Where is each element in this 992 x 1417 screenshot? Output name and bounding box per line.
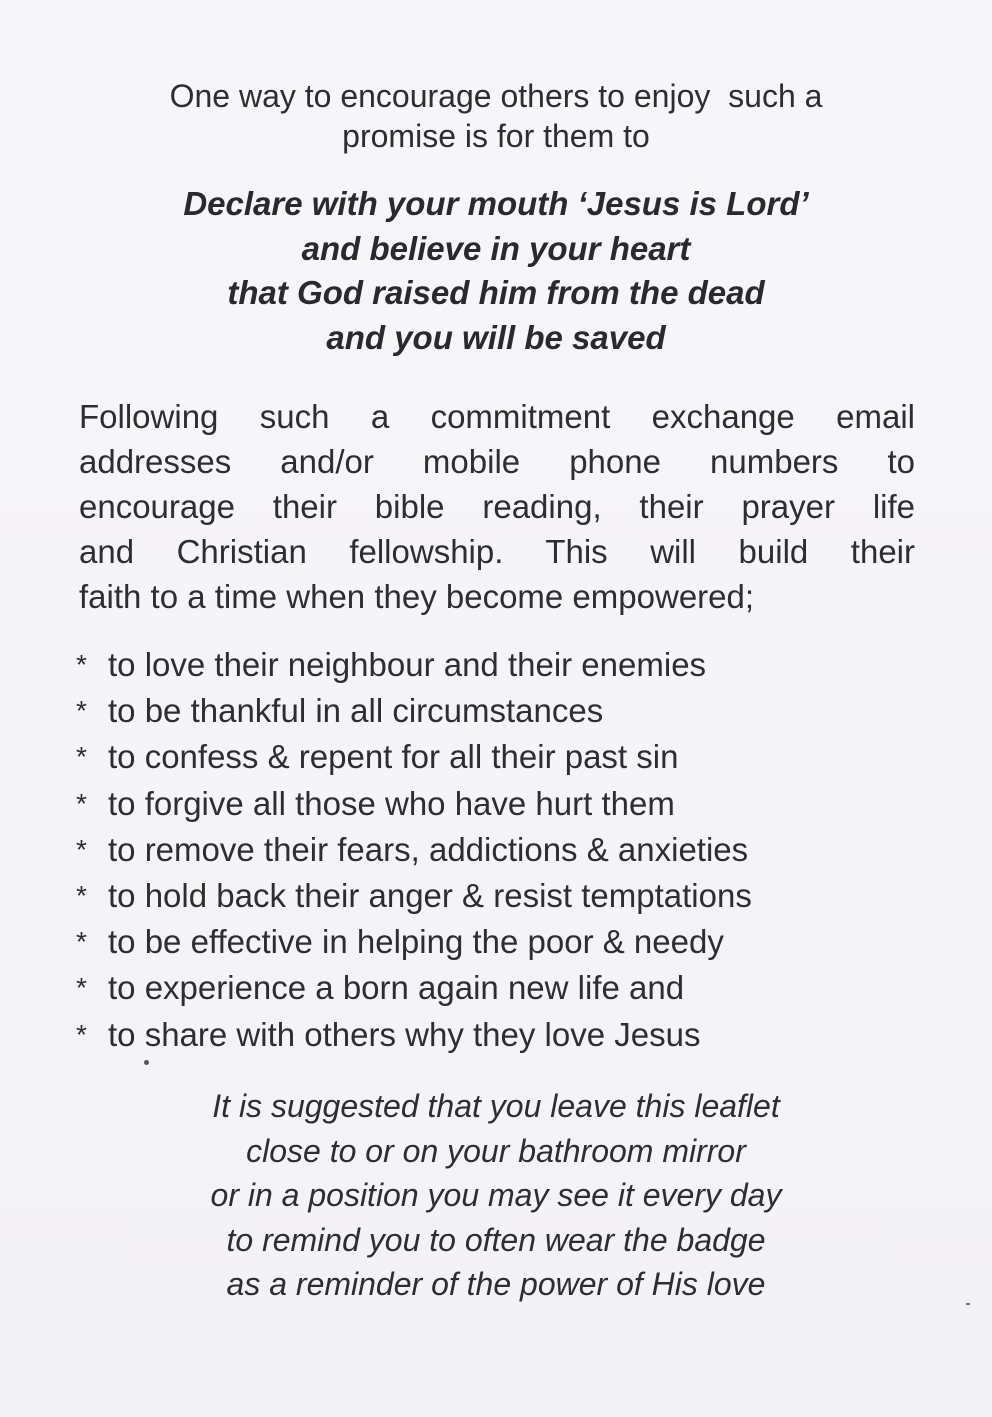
list-item [76, 1012, 926, 1058]
list-item-text: to experience a born again new life and [108, 969, 685, 1007]
list-item-text: to share with others why they love Jesus [108, 1015, 701, 1053]
paragraph-line: encourage their bible reading, their prayer life [79, 488, 915, 525]
bullet-star: * [76, 1018, 87, 1050]
bullet-star: * [76, 926, 87, 958]
bullet-star: * [76, 649, 87, 680]
declaration-text [60, 182, 932, 360]
bullet-star: * [76, 741, 87, 773]
bullet-star: * [76, 880, 87, 912]
declaration-line: that God raised him from the dead [227, 274, 765, 311]
list-item-text: to hold back their anger & resist temptations [108, 877, 752, 915]
list-item-text: to be thankful in all circumstances [108, 692, 604, 730]
list-item [76, 688, 926, 734]
bullet-star: * [76, 833, 87, 865]
list-item [76, 642, 926, 688]
list-item-text: to confess & repent for all their past sin [108, 738, 679, 776]
paragraph-line: faith to a time when they become empowered; [79, 578, 755, 615]
list-item [76, 827, 926, 873]
stray-mark [966, 1303, 970, 1305]
intro-line: One way to encourage others to enjoy such a [169, 78, 823, 114]
commitment-paragraph [79, 394, 915, 619]
declaration-line: and believe in your heart [301, 229, 691, 267]
list-item-text: to forgive all those who have hurt them [108, 784, 675, 822]
list-item-text: to be effective in helping the poor & needy [108, 923, 724, 961]
declaration-line: Declare with your mouth ‘Jesus is Lord’ [183, 185, 809, 222]
list-item [76, 965, 926, 1011]
list-item [76, 734, 926, 780]
list-item [76, 781, 926, 827]
bullet-star: * [76, 972, 87, 1004]
list-item-text: to love their neighbour and their enemies [108, 646, 707, 683]
closing-line: or in a position you may see it every day [210, 1177, 782, 1213]
intro-text [60, 76, 932, 156]
stray-dot [144, 1060, 149, 1065]
list-item [76, 919, 926, 965]
bullet-star: * [76, 695, 87, 727]
paragraph-line: and Christian fellowship. This will build their [79, 533, 915, 570]
list-item-text: to remove their fears, addictions & anxieties [108, 830, 749, 868]
declaration-line: and you will be saved [326, 318, 666, 356]
paragraph-line: Following such a commitment exchange email [79, 398, 915, 435]
closing-line: It is suggested that you leave this leaflet [212, 1088, 780, 1124]
closing-line: as a reminder of the power of His love [226, 1266, 766, 1302]
intro-line: promise is for them to [342, 118, 650, 154]
bullet-star: * [76, 787, 87, 819]
closing-line: to remind you to often wear the badge [226, 1221, 766, 1258]
closing-note [60, 1084, 932, 1307]
empowerment-list [76, 642, 926, 1058]
closing-line: close to or on your bathroom mirror [246, 1132, 746, 1169]
paragraph-line: addresses and/or mobile phone numbers to [79, 443, 915, 480]
list-item [76, 873, 926, 919]
